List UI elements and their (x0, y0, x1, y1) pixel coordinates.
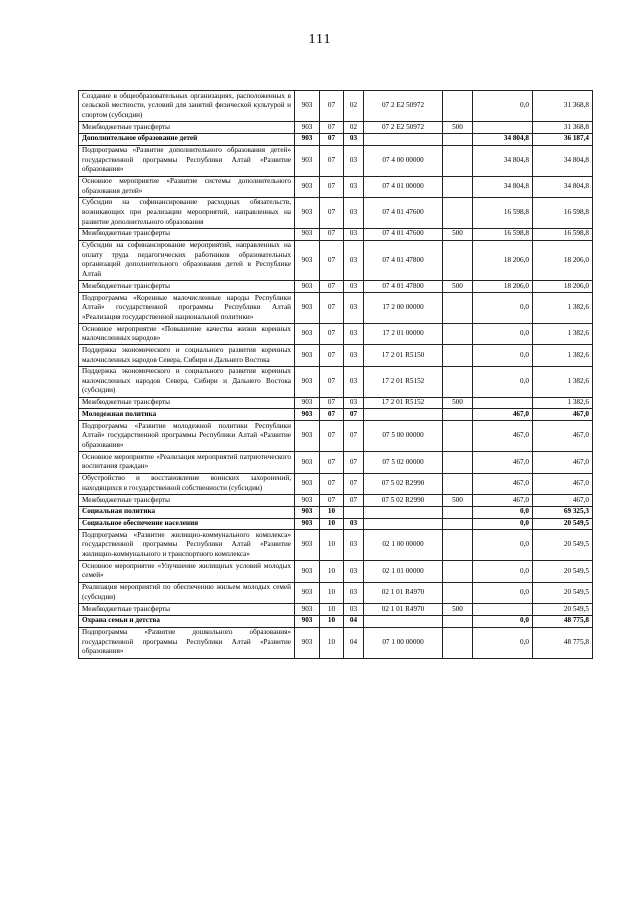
row-subsection-code: 03 (344, 530, 364, 561)
row-section-code: 07 (320, 281, 344, 293)
row-expense-type (443, 627, 473, 658)
row-subsection-code: 03 (344, 397, 364, 409)
row-target-article: 07 4 01 47600 (364, 197, 443, 228)
row-grbs-code: 903 (295, 582, 320, 603)
row-expense-type (443, 506, 473, 518)
table-row (79, 91, 593, 122)
row-amount-1: 0,0 (473, 292, 533, 323)
table-row (79, 494, 593, 506)
row-target-article: 07 2 Е2 50972 (364, 91, 443, 122)
row-target-article: 02 1 01 R4970 (364, 582, 443, 603)
row-name: Обустройство и восстановление воинских захоронений, находящихся в государственной собственности (субсидии) (79, 473, 295, 494)
row-grbs-code: 903 (295, 197, 320, 228)
row-target-article: 17 2 01 R5152 (364, 397, 443, 409)
row-amount-2: 36 187,4 (533, 133, 593, 145)
row-expense-type (443, 133, 473, 145)
row-subsection-code: 03 (344, 323, 364, 344)
row-subsection-code: 04 (344, 615, 364, 627)
row-section-code: 07 (320, 452, 344, 473)
row-section-code: 10 (320, 561, 344, 582)
row-amount-2: 20 549,5 (533, 518, 593, 530)
row-amount-1: 18 206,0 (473, 281, 533, 293)
row-amount-1 (473, 604, 533, 616)
row-amount-2: 31 368,8 (533, 91, 593, 122)
row-amount-2: 20 549,5 (533, 561, 593, 582)
row-amount-1: 467,0 (473, 421, 533, 452)
row-name: Основное мероприятие «Повышение качества жизни коренных малочисленных народов» (79, 323, 295, 344)
row-grbs-code: 903 (295, 615, 320, 627)
row-amount-1: 467,0 (473, 452, 533, 473)
table-row (79, 518, 593, 530)
row-target-article: 07 4 01 47800 (364, 281, 443, 293)
row-expense-type (443, 421, 473, 452)
row-section-code: 07 (320, 345, 344, 366)
table-row (79, 421, 593, 452)
row-subsection-code: 02 (344, 91, 364, 122)
row-grbs-code: 903 (295, 494, 320, 506)
row-target-article: 07 4 01 47600 (364, 228, 443, 240)
row-amount-1: 18 206,0 (473, 240, 533, 281)
row-grbs-code: 903 (295, 323, 320, 344)
row-name: Подпрограмма «Развитие дошкольного образования» государственной программы Республики Алтай «Развитие образования» (79, 627, 295, 658)
row-target-article: 07 4 00 00000 (364, 145, 443, 176)
table-row (79, 561, 593, 582)
row-name: Поддержка экономического и социального развития коренных малочисленных народов Севера, Сибири и Дальнего Востока (79, 345, 295, 366)
row-name: Основное мероприятие «Улучшение жилищных условий молодых семей» (79, 561, 295, 582)
row-subsection-code: 07 (344, 473, 364, 494)
row-expense-type: 500 (443, 397, 473, 409)
row-subsection-code: 03 (344, 366, 364, 397)
row-grbs-code: 903 (295, 91, 320, 122)
row-amount-2: 1 382,6 (533, 292, 593, 323)
row-grbs-code: 903 (295, 228, 320, 240)
row-name: Субсидии на софинансирование расходных обязательств, возникающих при реализации мероприятий, направленных на развитие дополнительного образования (79, 197, 295, 228)
row-amount-2: 69 325,3 (533, 506, 593, 518)
row-section-code: 10 (320, 518, 344, 530)
row-expense-type (443, 145, 473, 176)
row-amount-1: 0,0 (473, 91, 533, 122)
budget-table (78, 90, 593, 659)
row-name: Охрана семьи и детства (79, 615, 295, 627)
row-grbs-code: 903 (295, 145, 320, 176)
row-section-code: 07 (320, 292, 344, 323)
table-row (79, 615, 593, 627)
table-row (79, 176, 593, 197)
row-amount-1: 0,0 (473, 323, 533, 344)
row-amount-2: 18 206,0 (533, 240, 593, 281)
row-grbs-code: 903 (295, 561, 320, 582)
row-subsection-code: 03 (344, 240, 364, 281)
row-expense-type (443, 240, 473, 281)
row-amount-2: 467,0 (533, 452, 593, 473)
row-expense-type (443, 345, 473, 366)
row-subsection-code: 03 (344, 281, 364, 293)
row-target-article (364, 133, 443, 145)
row-name: Социальное обеспечение населения (79, 518, 295, 530)
row-grbs-code: 903 (295, 506, 320, 518)
row-target-article: 07 5 02 R2990 (364, 473, 443, 494)
row-section-code: 07 (320, 176, 344, 197)
row-expense-type (443, 615, 473, 627)
row-subsection-code: 07 (344, 409, 364, 421)
table-row (79, 604, 593, 616)
row-subsection-code: 03 (344, 176, 364, 197)
table-row (79, 473, 593, 494)
row-amount-2: 1 382,6 (533, 345, 593, 366)
table-row (79, 292, 593, 323)
row-name: Межбюджетные трансферты (79, 494, 295, 506)
row-expense-type (443, 292, 473, 323)
row-section-code: 07 (320, 494, 344, 506)
row-expense-type (443, 473, 473, 494)
row-grbs-code: 903 (295, 281, 320, 293)
row-amount-2: 48 775,8 (533, 615, 593, 627)
row-section-code: 07 (320, 91, 344, 122)
row-amount-2: 48 775,8 (533, 627, 593, 658)
row-name: Реализация мероприятий по обеспечению жильем молодых семей (субсидии) (79, 582, 295, 603)
row-section-code: 07 (320, 240, 344, 281)
row-target-article: 17 2 01 R5152 (364, 366, 443, 397)
row-target-article: 17 2 01 00000 (364, 323, 443, 344)
row-amount-2: 1 382,6 (533, 397, 593, 409)
row-subsection-code: 03 (344, 133, 364, 145)
table-row (79, 409, 593, 421)
row-grbs-code: 903 (295, 409, 320, 421)
table-row (79, 145, 593, 176)
row-section-code: 10 (320, 627, 344, 658)
row-amount-2: 467,0 (533, 473, 593, 494)
row-amount-1: 0,0 (473, 345, 533, 366)
row-amount-1: 467,0 (473, 494, 533, 506)
row-expense-type (443, 176, 473, 197)
row-expense-type (443, 582, 473, 603)
row-amount-1 (473, 121, 533, 133)
row-expense-type: 500 (443, 494, 473, 506)
row-name: Основное мероприятие «Реализация мероприятий патриотического воспитания граждан» (79, 452, 295, 473)
row-expense-type (443, 518, 473, 530)
table-row (79, 281, 593, 293)
row-target-article: 07 5 00 00000 (364, 421, 443, 452)
row-expense-type (443, 530, 473, 561)
row-subsection-code: 07 (344, 494, 364, 506)
row-expense-type (443, 91, 473, 122)
row-amount-1: 0,0 (473, 530, 533, 561)
row-name: Поддержка экономического и социального развития коренных малочисленных народов Севера, Сибири и Дальнего Востока (субсидии) (79, 366, 295, 397)
row-name: Подпрограмма «Развитие жилищно-коммунального комплекса» государственной программы Республики Алтай «Развитие жилищно-коммунального и транспортного комплекса» (79, 530, 295, 561)
table-row (79, 133, 593, 145)
row-name: Молодежная политика (79, 409, 295, 421)
row-expense-type (443, 409, 473, 421)
row-amount-2: 34 804,8 (533, 145, 593, 176)
row-grbs-code: 903 (295, 518, 320, 530)
row-subsection-code: 04 (344, 627, 364, 658)
row-amount-1: 467,0 (473, 409, 533, 421)
row-subsection-code: 03 (344, 604, 364, 616)
table-row (79, 506, 593, 518)
row-grbs-code: 903 (295, 366, 320, 397)
row-target-article: 02 1 01 R4970 (364, 604, 443, 616)
row-amount-2: 34 804,8 (533, 176, 593, 197)
row-section-code: 07 (320, 397, 344, 409)
row-grbs-code: 903 (295, 627, 320, 658)
row-section-code: 07 (320, 121, 344, 133)
row-section-code: 07 (320, 133, 344, 145)
row-section-code: 07 (320, 409, 344, 421)
row-amount-1: 34 804,8 (473, 176, 533, 197)
row-section-code: 10 (320, 530, 344, 561)
budget-table-body (79, 91, 593, 659)
table-row (79, 228, 593, 240)
row-section-code: 10 (320, 506, 344, 518)
row-expense-type: 500 (443, 121, 473, 133)
row-section-code: 07 (320, 228, 344, 240)
row-name: Межбюджетные трансферты (79, 121, 295, 133)
row-subsection-code: 02 (344, 121, 364, 133)
row-section-code: 07 (320, 197, 344, 228)
row-amount-1: 0,0 (473, 518, 533, 530)
row-grbs-code: 903 (295, 421, 320, 452)
row-amount-2: 18 206,0 (533, 281, 593, 293)
row-amount-2: 16 598,8 (533, 197, 593, 228)
row-amount-1: 16 598,8 (473, 228, 533, 240)
row-grbs-code: 903 (295, 292, 320, 323)
row-amount-2: 1 382,6 (533, 366, 593, 397)
row-expense-type: 500 (443, 228, 473, 240)
row-amount-1: 34 804,8 (473, 133, 533, 145)
row-subsection-code: 03 (344, 582, 364, 603)
row-amount-2: 20 549,5 (533, 530, 593, 561)
row-grbs-code: 903 (295, 133, 320, 145)
row-name: Межбюджетные трансферты (79, 228, 295, 240)
row-target-article (364, 506, 443, 518)
row-grbs-code: 903 (295, 397, 320, 409)
row-section-code: 07 (320, 366, 344, 397)
row-section-code: 10 (320, 604, 344, 616)
row-target-article: 17 2 01 R5150 (364, 345, 443, 366)
row-target-article (364, 409, 443, 421)
table-row (79, 582, 593, 603)
row-grbs-code: 903 (295, 604, 320, 616)
row-amount-1: 0,0 (473, 506, 533, 518)
row-grbs-code: 903 (295, 452, 320, 473)
row-amount-2: 31 368,8 (533, 121, 593, 133)
row-target-article: 17 2 00 00000 (364, 292, 443, 323)
row-amount-1 (473, 397, 533, 409)
row-expense-type (443, 197, 473, 228)
row-amount-1: 0,0 (473, 366, 533, 397)
row-grbs-code: 903 (295, 530, 320, 561)
row-grbs-code: 903 (295, 473, 320, 494)
table-row (79, 452, 593, 473)
row-subsection-code: 03 (344, 518, 364, 530)
row-grbs-code: 903 (295, 345, 320, 366)
row-subsection-code: 03 (344, 145, 364, 176)
row-subsection-code: 07 (344, 421, 364, 452)
row-target-article: 07 4 01 47800 (364, 240, 443, 281)
row-target-article: 02 1 01 00000 (364, 561, 443, 582)
row-subsection-code: 03 (344, 292, 364, 323)
row-amount-2: 467,0 (533, 409, 593, 421)
row-subsection-code: 03 (344, 345, 364, 366)
row-target-article: 07 4 01 00000 (364, 176, 443, 197)
row-amount-1: 0,0 (473, 561, 533, 582)
row-amount-2: 16 598,8 (533, 228, 593, 240)
row-name: Субсидии на софинансирование мероприятий, направленных на оплату труда педагогических работников образовательных организаций дополнительного образования детей в Республике Алтай (79, 240, 295, 281)
row-grbs-code: 903 (295, 176, 320, 197)
row-name: Межбюджетные трансферты (79, 281, 295, 293)
table-row (79, 530, 593, 561)
row-section-code: 07 (320, 323, 344, 344)
row-name: Межбюджетные трансферты (79, 397, 295, 409)
row-name: Межбюджетные трансферты (79, 604, 295, 616)
page-number: 111 (308, 32, 332, 47)
row-amount-1: 0,0 (473, 627, 533, 658)
row-grbs-code: 903 (295, 240, 320, 281)
row-target-article: 07 5 02 00000 (364, 452, 443, 473)
row-subsection-code: 07 (344, 452, 364, 473)
row-subsection-code: 03 (344, 228, 364, 240)
row-section-code: 10 (320, 582, 344, 603)
row-target-article (364, 518, 443, 530)
row-amount-1: 34 804,8 (473, 145, 533, 176)
row-subsection-code: 03 (344, 561, 364, 582)
row-target-article: 07 1 00 00000 (364, 627, 443, 658)
row-amount-1: 16 598,8 (473, 197, 533, 228)
table-row (79, 397, 593, 409)
row-subsection-code (344, 506, 364, 518)
table-row (79, 121, 593, 133)
row-expense-type (443, 323, 473, 344)
row-expense-type (443, 452, 473, 473)
row-section-code: 07 (320, 421, 344, 452)
table-row (79, 240, 593, 281)
row-name: Создание в общеобразовательных организациях, расположенных в сельской местности, условий для занятий физической культурой и спортом (субсидии) (79, 91, 295, 122)
row-amount-2: 467,0 (533, 421, 593, 452)
row-expense-type: 500 (443, 604, 473, 616)
row-amount-2: 1 382,6 (533, 323, 593, 344)
row-name: Дополнительное образование детей (79, 133, 295, 145)
row-section-code: 10 (320, 615, 344, 627)
row-name: Подпрограмма «Развитие дополнительного образования детей» государственной программы Республики Алтай «Развитие образования» (79, 145, 295, 176)
table-row (79, 323, 593, 344)
row-target-article: 07 5 02 R2990 (364, 494, 443, 506)
row-name: Социальная политика (79, 506, 295, 518)
row-amount-1: 0,0 (473, 582, 533, 603)
row-name: Основное мероприятие «Развитие системы дополнительного образования детей» (79, 176, 295, 197)
row-expense-type: 500 (443, 281, 473, 293)
table-row (79, 627, 593, 658)
table-row (79, 366, 593, 397)
row-target-article: 02 1 00 00000 (364, 530, 443, 561)
row-section-code: 07 (320, 473, 344, 494)
row-amount-2: 467,0 (533, 494, 593, 506)
table-row (79, 345, 593, 366)
row-target-article: 07 2 Е2 50972 (364, 121, 443, 133)
row-subsection-code: 03 (344, 197, 364, 228)
row-name: Подпрограмма «Развитие молодежной политики Республики Алтай» государственной программы Республики Алтай «Развитие образования» (79, 421, 295, 452)
table-row (79, 197, 593, 228)
row-amount-2: 20 549,5 (533, 604, 593, 616)
row-amount-2: 20 549,5 (533, 582, 593, 603)
row-section-code: 07 (320, 145, 344, 176)
row-amount-1: 467,0 (473, 473, 533, 494)
row-amount-1: 0,0 (473, 615, 533, 627)
row-name: Подпрограмма «Коренные малочисленные народы Республики Алтай» государственной программы Республики Алтай «Реализация государственной национальной политики» (79, 292, 295, 323)
row-expense-type (443, 366, 473, 397)
row-expense-type (443, 561, 473, 582)
row-target-article (364, 615, 443, 627)
row-grbs-code: 903 (295, 121, 320, 133)
